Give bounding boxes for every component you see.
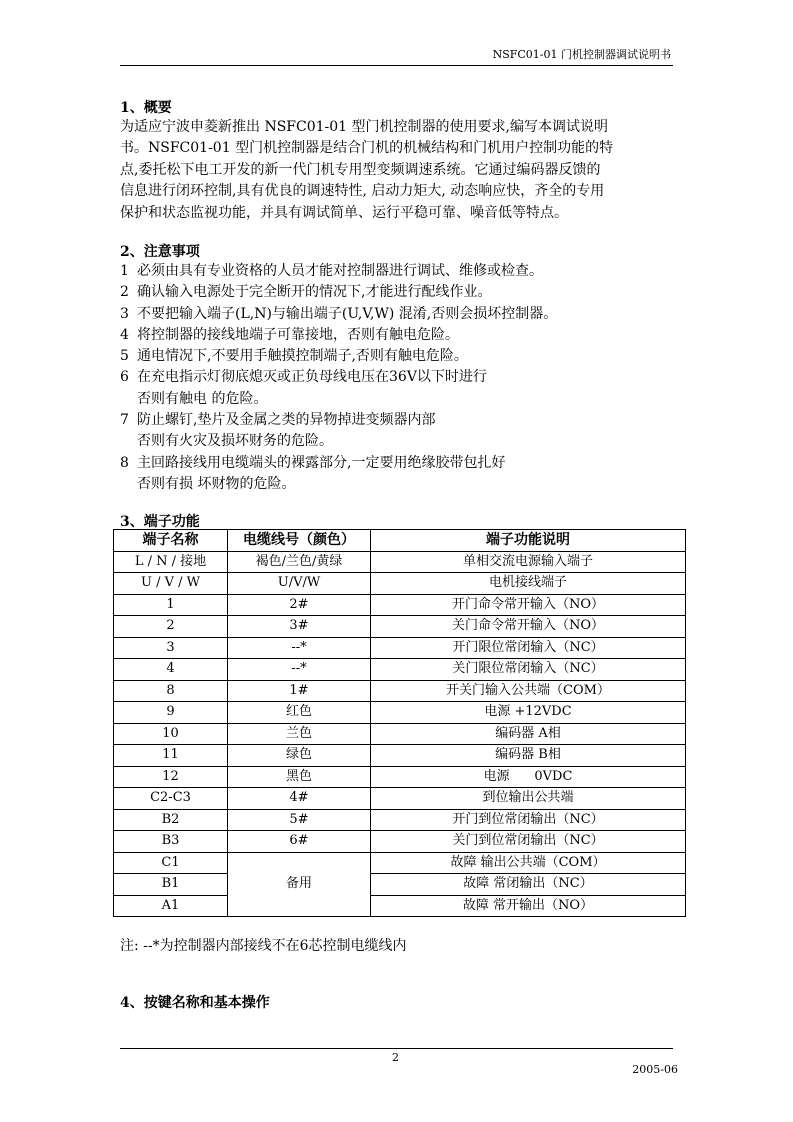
cable-cell: --* bbox=[228, 637, 371, 659]
document-header-title: NSFC01-01 门机控制器调试说明书 bbox=[492, 48, 671, 61]
cable-cell: 1# bbox=[228, 680, 371, 702]
function-cell: 编码器 A相 bbox=[371, 723, 686, 745]
terminal-cell: A1 bbox=[114, 895, 228, 917]
function-cell: 开关门输入公共端（COM） bbox=[371, 680, 686, 702]
table-row bbox=[114, 766, 686, 788]
function-cell: 开门到位常闭输出（NC） bbox=[371, 809, 686, 831]
function-cell: 电机接线端子 bbox=[371, 573, 686, 595]
terminal-cell: B2 bbox=[114, 809, 228, 831]
terminal-cell: C2-C3 bbox=[114, 788, 228, 810]
function-cell: 关门命令常开输入（NO） bbox=[371, 616, 686, 638]
cable-cell: U/V/W bbox=[228, 573, 371, 595]
function-cell: 故障 常闭输出（NC） bbox=[371, 874, 686, 896]
terminal-cell: C1 bbox=[114, 852, 228, 874]
precaution-item: 5 通电情况下,不要用手触摸控制端子,否则有触电危险。 bbox=[120, 348, 468, 365]
precaution-continuation: 否则有损 坏财物的危险。 bbox=[137, 475, 296, 492]
precaution-item: 8 主回路接线用电缆端头的裸露部分,一定要用绝缘胶带包扎好 bbox=[120, 454, 506, 471]
precaution-item: 2 确认输入电源处于完全断开的情况下,才能进行配线作业。 bbox=[120, 284, 492, 301]
section-precautions-heading: 2、注意事项 bbox=[120, 244, 200, 260]
table-row bbox=[114, 895, 686, 917]
terminal-cell: 11 bbox=[114, 745, 228, 767]
terminal-function-table bbox=[113, 529, 686, 917]
overview-line: 为适应宁波申菱新推出 NSFC01-01 型门机控制器的使用要求,编写本调试说明 bbox=[120, 119, 608, 135]
precaution-item: 1 必须由具有专业资格的人员才能对控制器进行调试、维修或检查。 bbox=[120, 263, 543, 279]
function-cell: 单相交流电源输入端子 bbox=[371, 551, 686, 573]
table-header-row bbox=[114, 530, 686, 552]
column-header-cable-number: 电缆线号（颜色） bbox=[228, 530, 371, 552]
table-row bbox=[114, 680, 686, 702]
cable-cell: 4# bbox=[228, 788, 371, 810]
terminal-cell: 3 bbox=[114, 637, 228, 659]
overview-line: 信息进行闭环控制,具有优良的调速特性, 启动力矩大, 动态响应快，齐全的专用 bbox=[120, 183, 605, 200]
overview-line: 保护和状态监视功能，并具有调试简单、运行平稳可靠、噪音低等特点。 bbox=[120, 204, 568, 221]
cable-cell: 5# bbox=[228, 809, 371, 831]
table-row bbox=[114, 723, 686, 745]
footer-date: 2005-06 bbox=[632, 1063, 678, 1076]
terminal-cell: 1 bbox=[114, 594, 228, 616]
table-footnote: 注: --*为控制器内部接线不在6芯控制电缆线内 bbox=[120, 938, 407, 954]
function-cell: 开门命令常开输入（NO） bbox=[371, 594, 686, 616]
function-cell: 电源 0VDC bbox=[371, 766, 686, 788]
function-cell: 到位输出公共端 bbox=[371, 788, 686, 810]
column-header-terminal-name: 端子名称 bbox=[114, 530, 228, 552]
function-cell: 故障 常开输出（NO） bbox=[371, 895, 686, 917]
table-row bbox=[114, 616, 686, 638]
footer-rule bbox=[120, 1048, 673, 1049]
terminal-cell: B1 bbox=[114, 874, 228, 896]
cable-cell: 6# bbox=[228, 831, 371, 853]
precaution-item: 4 将控制器的接线地端子可靠接地，否则有触电危险。 bbox=[120, 326, 459, 343]
terminal-cell: 9 bbox=[114, 702, 228, 724]
terminal-cell: 4 bbox=[114, 659, 228, 681]
table-row bbox=[114, 659, 686, 681]
function-cell: 故障 输出公共端（COM） bbox=[371, 852, 686, 874]
table-row bbox=[114, 637, 686, 659]
section-terminals-heading: 3、端子功能 bbox=[120, 514, 200, 530]
table-row bbox=[114, 702, 686, 724]
cable-cell: 黑色 bbox=[228, 766, 371, 788]
terminal-cell: B3 bbox=[114, 831, 228, 853]
cable-cell: 褐色/兰色/黄绿 bbox=[228, 551, 371, 573]
overview-line: 书。NSFC01-01 型门机控制器是结合门机的机械结构和门机用户控制功能的特 bbox=[120, 140, 614, 157]
terminal-cell: 2 bbox=[114, 616, 228, 638]
table-row bbox=[114, 874, 686, 896]
terminal-cell: 8 bbox=[114, 680, 228, 702]
cable-cell: 2# bbox=[228, 594, 371, 616]
precaution-item: 6 在充电指示灯彻底熄灭或正负母线电压在36V以下时进行 bbox=[120, 369, 487, 386]
precaution-continuation: 否则有触电 的危险。 bbox=[137, 390, 268, 407]
terminal-cell: U / V / W bbox=[114, 573, 228, 595]
function-cell: 电源 +12VDC bbox=[371, 702, 686, 724]
table-row bbox=[114, 573, 686, 595]
cable-cell: 3# bbox=[228, 616, 371, 638]
cable-cell: 红色 bbox=[228, 702, 371, 724]
table-row bbox=[114, 809, 686, 831]
cable-cell: 绿色 bbox=[228, 745, 371, 767]
terminal-cell: 12 bbox=[114, 766, 228, 788]
section-overview-heading: 1、概要 bbox=[120, 100, 172, 116]
cable-cell: 兰色 bbox=[228, 723, 371, 745]
spare-cable-cell: 备用 bbox=[228, 852, 371, 917]
terminal-cell: L / N / 接地 bbox=[114, 551, 228, 573]
precaution-continuation: 否则有火灾及损坏财务的危险。 bbox=[137, 433, 333, 450]
cable-cell: --* bbox=[228, 659, 371, 681]
table-row bbox=[114, 831, 686, 853]
function-cell: 关门限位常闭输入（NC） bbox=[371, 659, 686, 681]
overview-paragraph bbox=[120, 117, 680, 224]
function-cell: 关门到位常闭输出（NC） bbox=[371, 831, 686, 853]
header-rule bbox=[120, 65, 673, 66]
precautions-list bbox=[120, 261, 680, 495]
terminal-cell: 10 bbox=[114, 723, 228, 745]
column-header-function: 端子功能说明 bbox=[371, 530, 686, 552]
table-row bbox=[114, 788, 686, 810]
table-row bbox=[114, 551, 686, 573]
function-cell: 开门限位常闭输入（NC） bbox=[371, 637, 686, 659]
precaution-item: 7 防止螺钉,垫片及金属之类的异物掉进变频器内部 bbox=[120, 412, 436, 429]
section-keys-heading: 4、按键名称和基本操作 bbox=[120, 995, 270, 1011]
table-row bbox=[114, 745, 686, 767]
precaution-item: 3 不要把输入端子(L,N)与输出端子(U,V,W) 混淆,否则会损坏控制器。 bbox=[120, 305, 558, 322]
page-number: 2 bbox=[392, 1051, 399, 1064]
overview-line: 点,委托松下电工开发的新一代门机专用型变频调速系统。它通过编码器反馈的 bbox=[120, 161, 601, 178]
table-row bbox=[114, 594, 686, 616]
function-cell: 编码器 B相 bbox=[371, 745, 686, 767]
table-row bbox=[114, 852, 686, 874]
